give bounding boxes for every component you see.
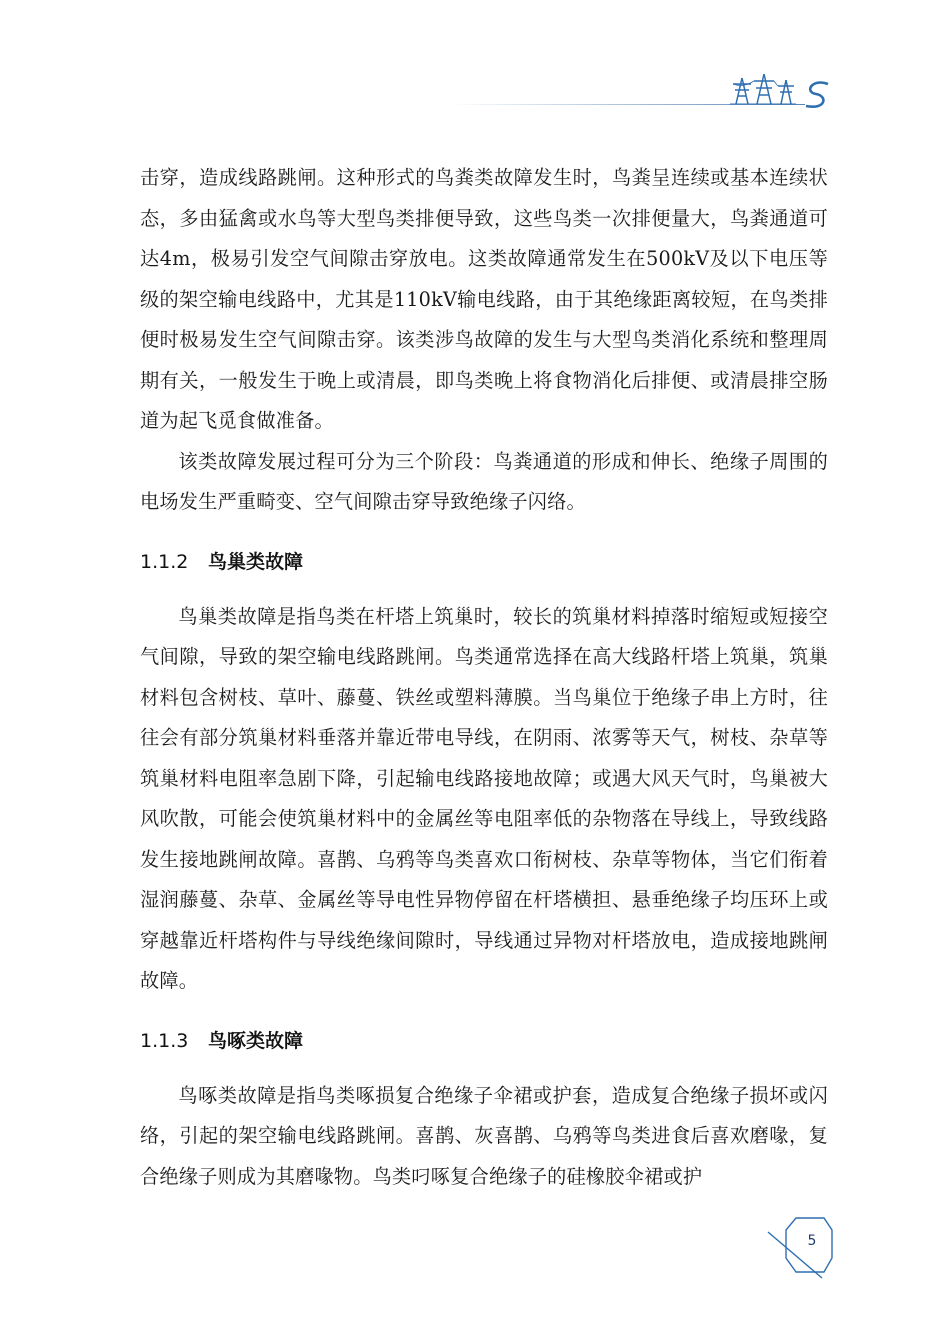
section-title: 鸟巢类故障 — [208, 550, 304, 573]
section-title: 鸟啄类故障 — [208, 1029, 304, 1052]
paragraph-stages: 该类故障发展过程可分为三个阶段：鸟粪通道的形成和伸长、绝缘子周围的电场发生严重畸变、空气间隙击穿导致绝缘子闪络。 — [140, 449, 828, 513]
section-number: 1.1.3 — [140, 1029, 189, 1052]
section-number: 1.1.2 — [140, 550, 189, 573]
paragraph-nest-fault: 鸟巢类故障是指鸟类在杆塔上筑巢时，较长的筑巢材料掉落时缩短或短接空气间隙，导致的架空输电线路跳闸。鸟类通常选择在高大线路杆塔上筑巢，筑巢材料包含树枝、草叶、藤蔓、铁丝或塑料薄膜。当鸟巢位于绝缘子串上方时，往往会有部分筑巢材料垂落并靠近带电导线，在阴雨、浓雾等天气，树枝、杂草等筑巢材料电阻率急剧下降，引起输电线路接地故障；或遇大风天气时，鸟巢被大风吹散，可能会使筑巢材料中的金属丝等电阻率低的杂物落在导线上，导致线路发生接地跳闸故障。喜鹊、乌鸦等鸟类喜欢口衔树枝、杂草等物体，当它们衔着湿润藤蔓、杂草、金属丝等导电性异物停留在杆塔横担、悬垂绝缘子均压环上或穿越靠近杆塔构件与导线绝缘间隙时，导线通过异物对杆塔放电，造成接地跳闸故障。 — [140, 604, 828, 992]
section-heading-1-1-2 — [140, 547, 828, 577]
page-number: 5 — [807, 1233, 817, 1249]
section-heading-1-1-3 — [140, 1026, 828, 1056]
page-content — [140, 158, 828, 1197]
transmission-tower-logo-icon — [730, 70, 835, 116]
paragraph-peck-fault: 鸟啄类故障是指鸟类啄损复合绝缘子伞裙或护套，造成复合绝缘子损坏或闪络，引起的架空输电线路跳闸。喜鹊、灰喜鹊、乌鸦等鸟类进食后喜欢磨喙，复合绝缘子则成为其磨喙物。鸟类叼啄复合绝缘子的硅橡胶伞裙或护 — [140, 1083, 828, 1188]
paragraph-continued: 击穿，造成线路跳闸。这种形式的鸟粪类故障发生时，鸟粪呈连续或基本连续状态，多由猛禽或水鸟等大型鸟类排便导致，这些鸟类一次排便量大，鸟粪通道可达4m，极易引发空气间隙击穿放电。这类故障通常发生在500kV及以下电压等级的架空输电线路中，尤其是110kV输电线路，由于其绝缘距离较短，在鸟类排便时极易发生空气间隙击穿。该类涉鸟故障的发生与大型鸟类消化系统和整理周期有关，一般发生于晚上或清晨，即鸟类晚上将食物消化后排便、或清晨排空肠道为起飞觅食做准备。 — [140, 166, 828, 432]
